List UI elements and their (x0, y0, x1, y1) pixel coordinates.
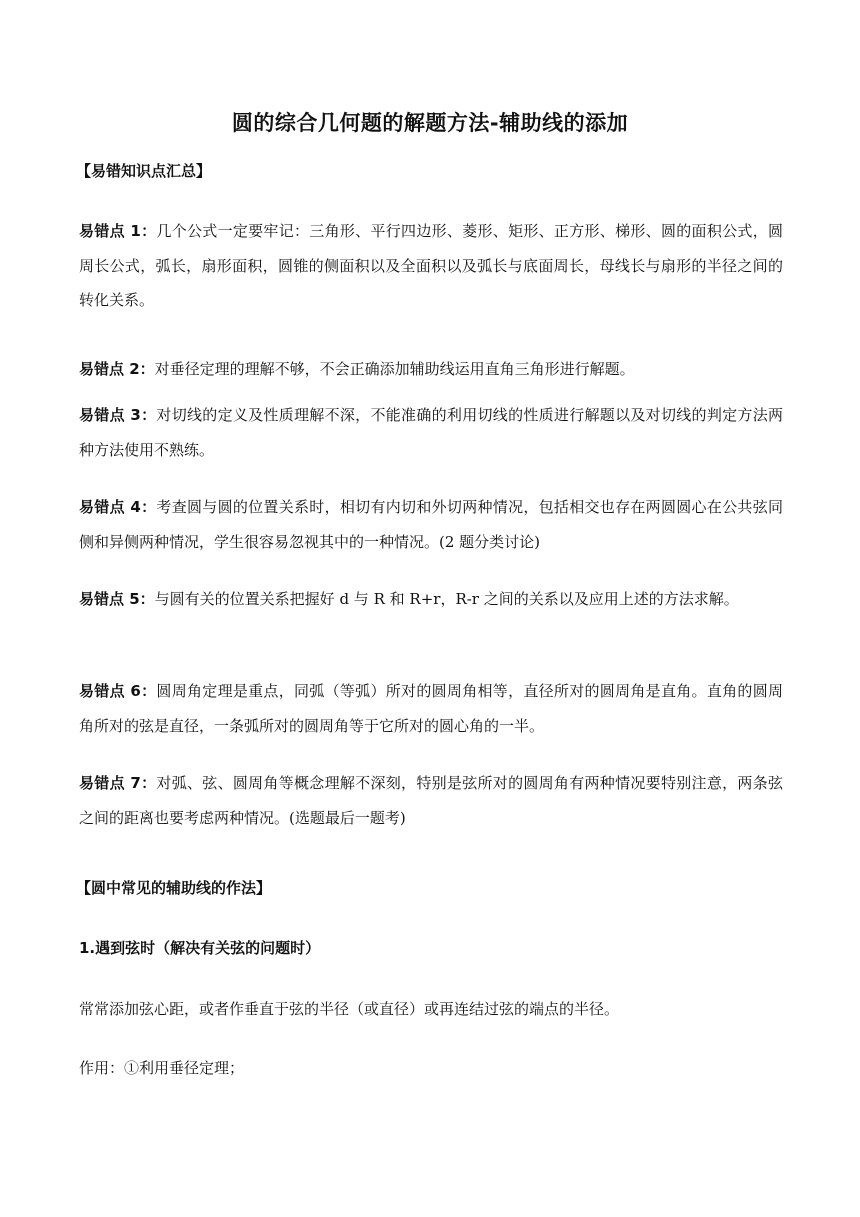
section-heading-common-mistakes: 【易错知识点汇总】 (76, 162, 212, 180)
paragraph-chord-effect: 作用：①利用垂径定理； (79, 1059, 245, 1077)
mistake-point-5 (79, 582, 783, 617)
mistake-point-text: 考查圆与圆的位置关系时，相切有内切和外切两种情况，包括相交也存在两圆圆心在公共弦同侧和异侧两种情况，学生很容易忽视其中的一种情况。(2 题分类讨论) (79, 498, 783, 551)
mistake-point-label: 易错点 2： (79, 360, 155, 378)
mistake-point-1 (79, 214, 783, 318)
mistake-point-label: 易错点 1： (79, 222, 157, 240)
paragraph-chord-method: 常常添加弦心距，或者作垂直于弦的半径（或直径）或再连结过弦的端点的半径。 (79, 1000, 620, 1018)
mistake-point-label: 易错点 7： (79, 774, 157, 792)
mistake-point-3 (79, 398, 783, 467)
mistake-point-7 (79, 766, 783, 835)
mistake-point-text: 对垂径定理的理解不够，不会正确添加辅助线运用直角三角形进行解题。 (154, 360, 635, 378)
mistake-point-text: 与圆有关的位置关系把握好 d 与 R 和 R+r，R-r 之间的关系以及应用上述的方法求解。 (154, 590, 739, 608)
mistake-point-6 (79, 674, 783, 743)
mistake-point-text: 几个公式一定要牢记：三角形、平行四边形、菱形、矩形、正方形、梯形、圆的面积公式，圆周长公式，弧长，扇形面积，圆锥的侧面积以及全面积以及弧长与底面周长，母线长与扇形的半径之间的转化关系。 (79, 222, 783, 309)
mistake-point-label: 易错点 6： (79, 682, 157, 700)
mistake-point-text: 圆周角定理是重点，同弧（等弧）所对的圆周角相等，直径所对的圆周角是直角。直角的圆周角所对的弦是直径，一条弧所对的圆周角等于它所对的圆心角的一半。 (79, 682, 783, 735)
mistake-point-text: 对切线的定义及性质理解不深，不能准确的利用切线的性质进行解题以及对切线的判定方法两种方法使用不熟练。 (79, 406, 783, 459)
mistake-point-2 (79, 352, 783, 387)
mistake-point-text: 对弧、弦、圆周角等概念理解不深刻，特别是弦所对的圆周角有两种情况要特别注意，两条弦之间的距离也要考虑两种情况。(选题最后一题考) (79, 774, 783, 827)
subheading-chord: 1.遇到弦时（解决有关弦的问题时） (79, 939, 321, 957)
mistake-point-label: 易错点 4： (79, 498, 157, 516)
mistake-point-label: 易错点 3： (79, 406, 157, 424)
mistake-point-4 (79, 490, 783, 559)
document-title: 圆的综合几何题的解题方法-辅助线的添加 (231, 111, 629, 135)
mistake-point-label: 易错点 5： (79, 590, 155, 608)
section-heading-auxiliary-lines: 【圆中常见的辅助线的作法】 (76, 879, 272, 897)
